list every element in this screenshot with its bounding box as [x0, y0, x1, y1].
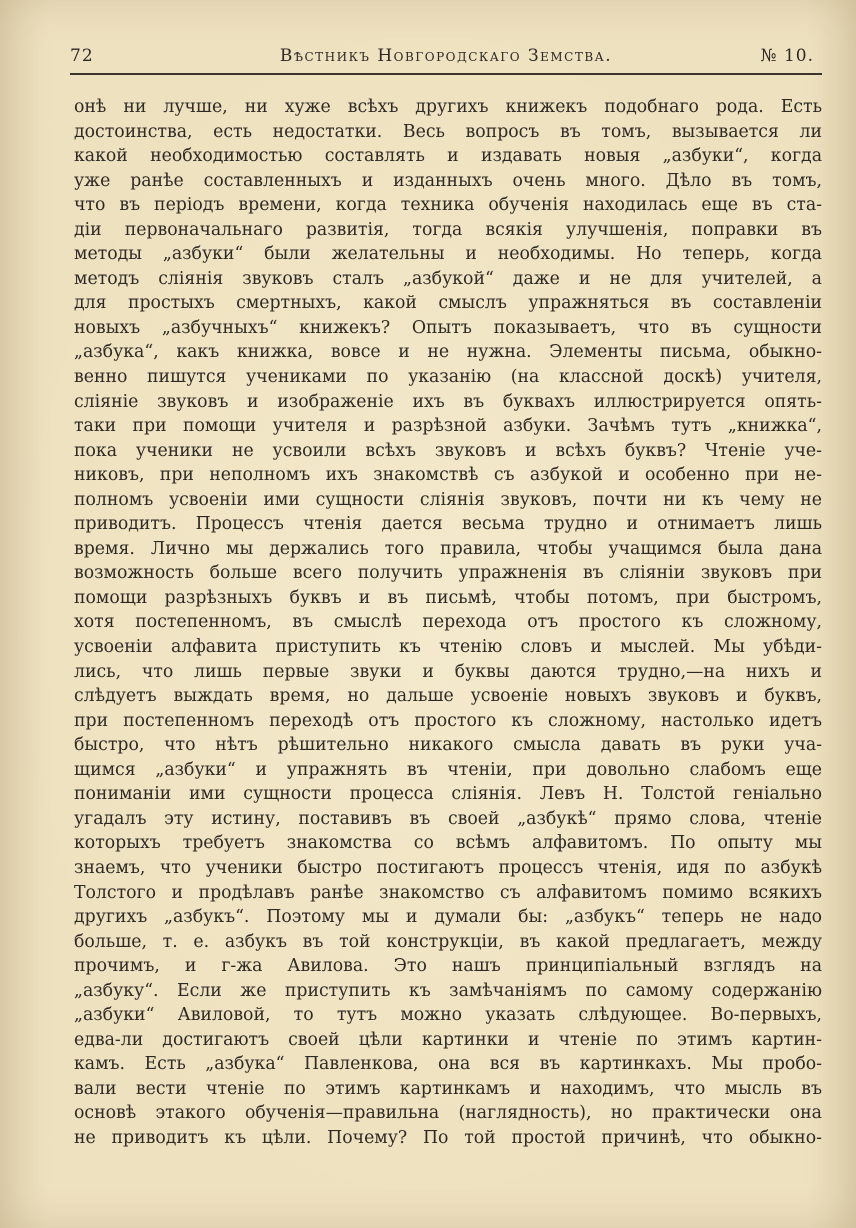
- text-line: Толстого и продѣлавъ ранѣе знакомство съ алфавитомъ помимо всякихъ: [74, 882, 822, 903]
- text-line: которыхъ требуетъ знакомства со всѣмъ алфавитомъ. По опыту мы: [74, 833, 822, 854]
- text-line: помощи разрѣзныхъ буквъ и въ письмѣ, чтобы потомъ, при быстромъ,: [74, 587, 822, 608]
- text-line: методъ сліянія звуковъ сталъ „азбукой“ даже и не для учителей, а: [74, 268, 822, 289]
- text-line: лись, что лишь первые звуки и буквы даются трудно,—на нихъ и: [74, 661, 822, 682]
- text-line: достоинства, есть недостатки. Весь вопросъ въ томъ, вызывается ли: [74, 121, 822, 142]
- text-line: прочимъ, и г-жа Авилова. Это нашъ принципіальный взглядъ на: [74, 956, 822, 977]
- text-line: быстро, что нѣтъ рѣшительно никакого смысла давать въ руки уча-: [74, 735, 822, 756]
- text-line: приводитъ. Процессъ чтенія дается весьма трудно и отнимаетъ лишь: [74, 514, 822, 535]
- text-line: какой необходимостью составлять и издавать новыя „азбуки“, когда: [74, 146, 822, 167]
- text-line: пониманіи ими сущности процесса сліянія. Левъ Н. Толстой геніально: [74, 784, 822, 805]
- text-line: время. Лично мы держались того правила, чтобы учащимся была дана: [74, 538, 822, 559]
- text-line: при постепенномъ переходѣ отъ простого къ сложному, настолько идетъ: [74, 710, 822, 731]
- text-line: никовъ, при неполномъ ихъ знакомствѣ съ азбукой и особенно при не-: [74, 465, 822, 486]
- text-line: „азбуки“ Авиловой, то тутъ можно указать слѣдующее. Во-первыхъ,: [74, 1005, 822, 1026]
- text-line: онѣ ни лучше, ни хуже всѣхъ другихъ книжекъ подобнаго рода. Есть: [74, 97, 822, 117]
- text-line: камъ. Есть „азбука“ Павленкова, она вся въ картинкахъ. Мы пробо-: [74, 1054, 822, 1075]
- text-line: методы „азбуки“ были желательны и необходимы. Но теперь, когда: [74, 244, 822, 265]
- text-line: таки при помощи учителя и разрѣзной азбуки. Зачѣмъ тутъ „книжка“,: [74, 416, 822, 437]
- text-line: діи первоначальнаго развитія, тогда всякія улучшенія, поправки въ: [74, 219, 822, 240]
- text-line: новыхъ „азбучныхъ“ книжекъ? Опытъ показываетъ, что въ сущности: [74, 317, 822, 338]
- text-line: вали вести чтеніе по этимъ картинкамъ и находимъ, что мысль въ: [74, 1078, 822, 1099]
- running-header: [70, 46, 822, 74]
- text-line: сліяніе звуковъ и изображеніе ихъ въ буквахъ иллюстрируется опять-: [74, 391, 822, 412]
- header-rule: [70, 73, 822, 75]
- text-line: хотя постепенномъ, въ смыслѣ перехода отъ простого къ сложному,: [74, 612, 822, 633]
- text-line: щимся „азбуки“ и упражнять въ чтеніи, при довольно слабомъ еще: [74, 759, 822, 780]
- text-line: больше, т. е. азбукъ въ той конструкціи, въ какой предлагаетъ, между: [74, 931, 822, 952]
- text-line: „азбука“, какъ книжка, вовсе и не нужна. Элементы письма, обыкно-: [74, 342, 822, 363]
- text-line: слѣдуетъ выждать время, но дальше усвоеніе новыхъ звуковъ и буквъ,: [74, 686, 822, 707]
- text-line: угадалъ эту истину, поставивъ въ своей „азбукѣ“ прямо слова, чтеніе: [74, 808, 822, 829]
- text-line: не приводитъ къ цѣли. Почему? По той простой причинѣ, что обыкно-: [74, 1127, 822, 1148]
- text-line: полномъ усвоеніи ими сущности сліянія звуковъ, почти ни къ чему не: [74, 489, 822, 510]
- text-line: едва-ли достигаютъ своей цѣли картинки и чтеніе по этимъ картин-: [74, 1029, 822, 1050]
- text-line: уже ранѣе составленныхъ и изданныхъ очень много. Дѣло въ томъ,: [74, 170, 822, 191]
- text-line: основѣ этакого обученія—правильна (наглядность), но практически она: [74, 1103, 822, 1124]
- text-line: что въ періодъ времени, когда техника обученія находилась еще въ ста-: [74, 195, 822, 216]
- text-line: другихъ „азбукъ“. Поэтому мы и думали бы: „азбукъ“ теперь не надо: [74, 907, 822, 928]
- text-line: усвоеніи алфавита приступить къ чтенію словъ и мыслей. Мы убѣди-: [74, 637, 822, 658]
- text-line: для простыхъ смертныхъ, какой смыслъ упражняться въ составленіи: [74, 293, 822, 314]
- text-line: знаемъ, что ученики быстро постигаютъ процессъ чтенія, идя по азбукѣ: [74, 857, 822, 878]
- body-text: [74, 95, 822, 1151]
- issue-number: № 10.: [760, 46, 814, 66]
- text-line: пока ученики не усвоили всѣхъ звуковъ и всѣхъ буквъ? Чтеніе уче-: [74, 440, 822, 461]
- text-line: венно пишутся учениками по указанію (на классной доскѣ) учителя,: [74, 367, 822, 388]
- journal-title: Вѣстникъ Новгородскаго Земства.: [279, 46, 613, 66]
- text-line: „азбуку“. Если же приступить къ замѣчаніямъ по самому содержанію: [74, 980, 822, 1001]
- page-number: 72: [70, 46, 94, 66]
- text-line: возможность больше всего получить упражненія въ сліяніи звуковъ при: [74, 563, 822, 584]
